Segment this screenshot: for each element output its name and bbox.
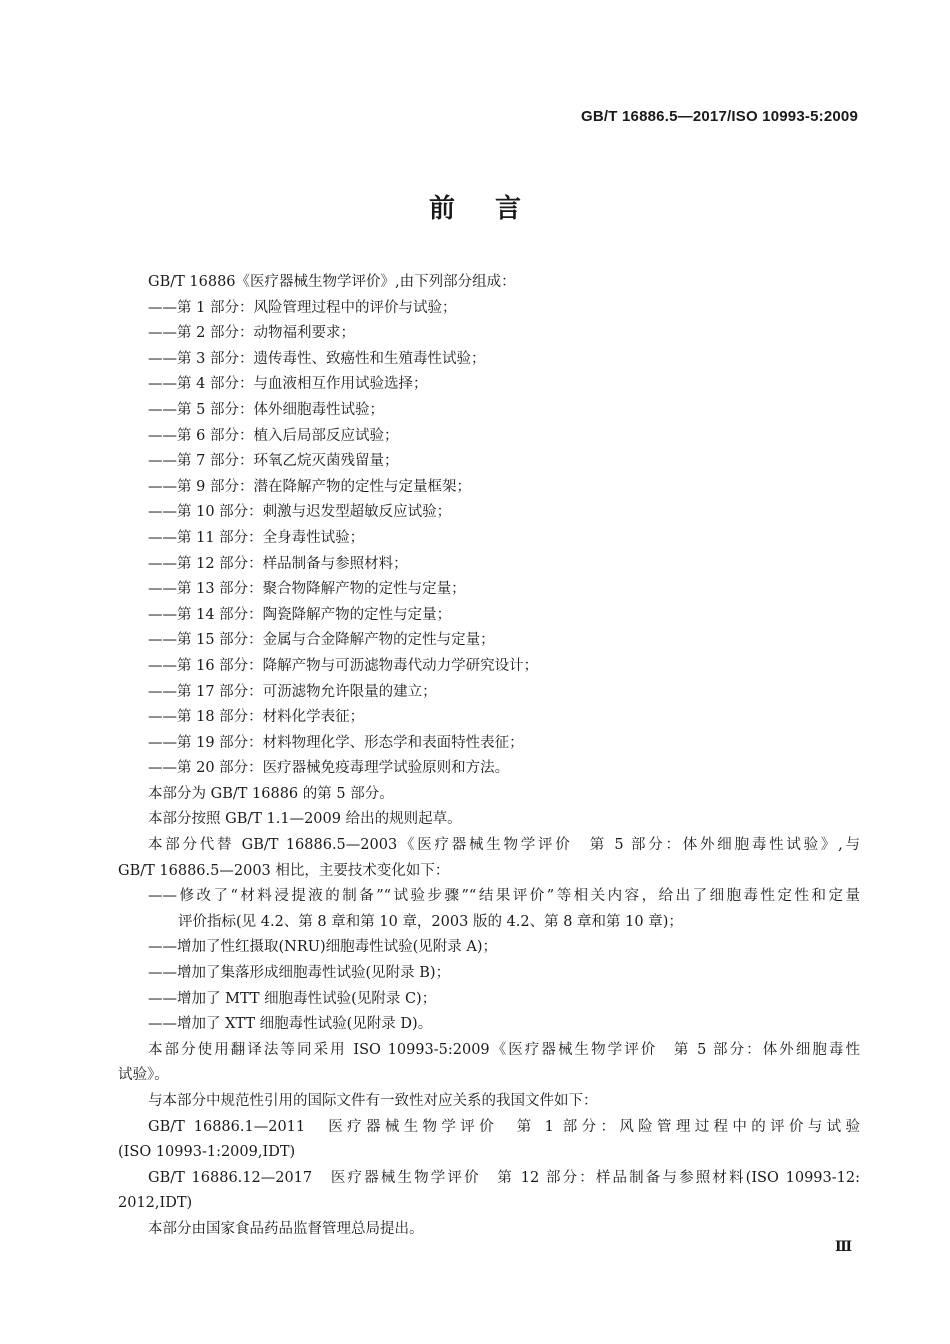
- reference-2: [118, 1166, 860, 1217]
- changes-list: [118, 884, 860, 1038]
- list-item: ——增加了 MTT 细胞毒性试验(见附录 C)；: [148, 990, 437, 1007]
- list-item: ——第 4 部分：与血液相互作用试验选择；: [148, 376, 428, 393]
- list-item: ——第 2 部分：动物福利要求；: [148, 325, 355, 342]
- drafting-rules-paragraph: 本部分按照 GB/T 1.1—2009 给出的规则起草。: [148, 811, 462, 828]
- change-line-2: 评价指标(见 4.2、第 8 章和第 10 章，2003 版的 4.2、第 8 章和第 10 章)；: [178, 913, 683, 930]
- list-item: ——第 1 部分：风险管理过程中的评价与试验；: [148, 299, 457, 316]
- reference-2-line-1: GB/T 16886.12—2017 医疗器械生物学评价 第 12 部分：样品制备与参照材料(ISO 10993-12:: [148, 1169, 860, 1186]
- reference-1-line-1: GB/T 16886.1—2011 医疗器械生物学评价 第 1 部分：风险管理过程中的评价与试验: [148, 1118, 860, 1135]
- this-part-paragraph: 本部分为 GB/T 16886 的第 5 部分。: [148, 785, 394, 802]
- document-body: [118, 270, 860, 1243]
- list-item: ——第 12 部分：样品制备与参照材料；: [148, 555, 408, 572]
- list-item: ——增加了性红摄取(NRU)细胞毒性试验(见附录 A)；: [148, 939, 498, 956]
- translation-paragraph: [118, 1038, 860, 1089]
- translation-line-2: 试验》。: [118, 1067, 169, 1084]
- reference-1-line-2: (ISO 10993-1:2009,IDT): [118, 1144, 296, 1161]
- page-title: 前言: [428, 194, 561, 224]
- replaces-paragraph: [118, 833, 860, 884]
- list-item: ——第 19 部分：材料物理化学、形态学和表面特性表征；: [148, 734, 524, 751]
- list-item: [118, 884, 860, 935]
- replaces-line-1: 本部分代替 GB/T 16886.5—2003《医疗器械生物学评价 第 5 部分：体外细胞毒性试验》,与: [148, 837, 860, 854]
- intro-paragraph: GB/T 16886《医疗器械生物学评价》,由下列部分组成：: [148, 274, 516, 290]
- list-item: ——增加了集落形成细胞毒性试验(见附录 B)；: [148, 965, 451, 982]
- list-item: ——第 16 部分：降解产物与可沥滤物毒代动力学研究设计；: [148, 657, 539, 674]
- list-item: ——第 5 部分：体外细胞毒性试验；: [148, 401, 384, 418]
- parts-list: [118, 296, 860, 782]
- list-item: ——第 7 部分：环氧乙烷灭菌残留量；: [148, 453, 399, 470]
- list-item: ——第 3 部分：遗传毒性、致癌性和生殖毒性试验；: [148, 350, 486, 367]
- change-line-1: ——修改了“材料浸提液的制备”“试验步骤”“结果评价”等相关内容，给出了细胞毒性定性和定量: [148, 888, 860, 905]
- list-item: ——第 15 部分：金属与合金降解产物的定性与定量；: [148, 632, 495, 649]
- list-item: ——第 11 部分：全身毒性试验；: [148, 529, 365, 546]
- list-item: ——第 13 部分：聚合物降解产物的定性与定量；: [148, 581, 466, 598]
- list-item: ——增加了 XTT 细胞毒性试验(见附录 D)。: [148, 1016, 433, 1033]
- proposed-by-paragraph: 本部分由国家食品药品监督管理总局提出。: [148, 1220, 424, 1237]
- list-item: ——第 10 部分：刺激与迟发型超敏反应试验；: [148, 504, 452, 521]
- reference-1: [118, 1115, 860, 1166]
- replaces-line-2: GB/T 16886.5—2003 相比，主要技术变化如下：: [118, 862, 450, 879]
- translation-line-1: 本部分使用翻译法等同采用 ISO 10993-5:2009《医疗器械生物学评价 第 5 部分：体外细胞毒性: [148, 1041, 860, 1058]
- list-item: ——第 17 部分：可沥滤物允许限量的建立；: [148, 683, 437, 700]
- page-number: Ⅲ: [834, 1239, 852, 1255]
- list-item: ——第 20 部分：医疗器械免疫毒理学试验原则和方法。: [148, 760, 510, 777]
- reference-2-line-2: 2012,IDT): [118, 1195, 193, 1212]
- list-item: ——第 6 部分：植入后局部反应试验；: [148, 427, 399, 444]
- list-item: ——第 18 部分：材料化学表征；: [148, 709, 365, 726]
- standard-number-header: GB/T 16886.5—2017/ISO 10993-5:2009: [581, 108, 858, 125]
- consistency-intro: 与本部分中规范性引用的国际文件有一致性对应关系的我国文件如下：: [148, 1093, 598, 1109]
- list-item: ——第 9 部分：潜在降解产物的定性与定量框架；: [148, 478, 471, 495]
- list-item: ——第 14 部分：陶瓷降解产物的定性与定量；: [148, 606, 452, 623]
